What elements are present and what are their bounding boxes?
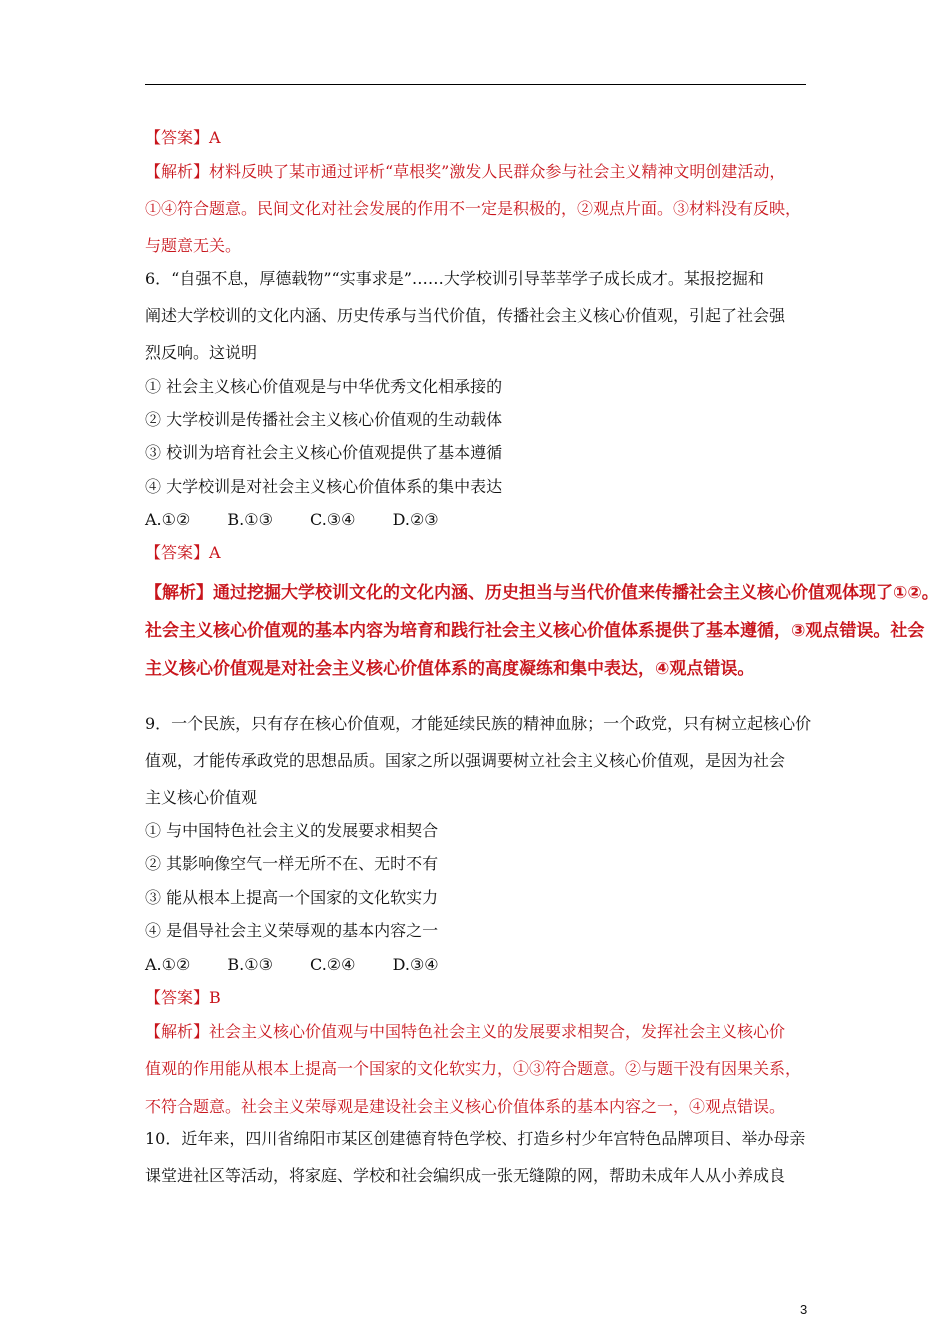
q10-stem-line-2: 课堂进社区等活动，将家庭、学校和社会编织成一张无缝隙的网，帮助未成年人从小养成良 xyxy=(145,1166,786,1185)
q9-option-1: ① 与中国特色社会主义的发展要求相契合 xyxy=(145,821,439,840)
q6-choice-c: C.③④ xyxy=(310,510,356,529)
q5-analysis-line-2: ①④符合题意。民间文化对社会发展的作用不一定是积极的，②观点片面。③材料没有反映， xyxy=(145,199,802,218)
q6-choice-d: D.②③ xyxy=(392,510,439,529)
q6-stem-line-2: 阐述大学校训的文化内涵、历史传承与当代价值，传播社会主义核心价值观，引起了社会强 xyxy=(145,306,786,325)
q6-stem-line-1: 6．“自强不息，厚德载物”“实事求是”……大学校训引导莘莘学子成长成才。某报挖掘和 xyxy=(145,269,764,288)
q9-analysis-line-2: 值观的作用能从根本上提高一个国家的文化软实力，①③符合题意。②与题干没有因果关系， xyxy=(145,1059,802,1078)
q6-analysis-line-3: 主义核心价值观是对社会主义核心价值体系的高度凝练和集中表达，④观点错误。 xyxy=(145,659,755,679)
q6-option-2: ② 大学校训是传播社会主义核心价值观的生动载体 xyxy=(145,410,503,429)
q6-option-4: ④ 大学校训是对社会主义核心价值体系的集中表达 xyxy=(145,477,503,496)
q9-choice-c: C.②④ xyxy=(310,955,356,974)
q6-analysis-line-1: 【解析】通过挖掘大学校训文化的文化内涵、历史担当与当代价值来传播社会主义核心价值观体现了①②。 xyxy=(145,583,939,603)
q9-choice-b: B.①③ xyxy=(227,955,273,974)
header-rule xyxy=(145,84,806,85)
q9-option-3: ③ 能从根本上提高一个国家的文化软实力 xyxy=(145,888,439,907)
q6-analysis-line-2: 社会主义核心价值观的基本内容为培育和践行社会主义核心价值体系提供了基本遵循，③观点错误。社会 xyxy=(145,621,925,641)
q10-stem-line-1: 10．近年来，四川省绵阳市某区创建德育特色学校、打造乡村少年宫特色品牌项目、举办母亲 xyxy=(145,1129,806,1148)
q9-stem-line-3: 主义核心价值观 xyxy=(145,788,258,807)
q6-choices xyxy=(145,510,439,530)
q9-choice-a: A.①② xyxy=(145,955,191,974)
q9-answer: 【答案】B xyxy=(145,988,221,1007)
q9-analysis-line-1: 【解析】社会主义核心价值观与中国特色社会主义的发展要求相契合，发挥社会主义核心价 xyxy=(145,1022,786,1041)
q9-stem-line-2: 值观，才能传承政党的思想品质。国家之所以强调要树立社会主义核心价值观，是因为社会 xyxy=(145,751,786,770)
q6-answer: 【答案】A xyxy=(145,543,221,562)
q9-option-4: ④ 是倡导社会主义荣辱观的基本内容之一 xyxy=(145,921,439,940)
q6-choice-b: B.①③ xyxy=(227,510,273,529)
q5-analysis-line-1: 【解析】材料反映了某市通过评析“草根奖”激发人民群众参与社会主义精神文明创建活动， xyxy=(145,162,786,181)
q9-choices xyxy=(145,955,439,975)
q9-choice-d: D.③④ xyxy=(392,955,439,974)
q9-stem-line-1: 9．一个民族，只有存在核心价值观，才能延续民族的精神血脉；一个政党，只有树立起核心价 xyxy=(145,714,812,733)
q6-option-1: ① 社会主义核心价值观是与中华优秀文化相承接的 xyxy=(145,377,503,396)
page-number: 3 xyxy=(800,1302,808,1317)
q9-analysis-line-3: 不符合题意。社会主义荣辱观是建设社会主义核心价值体系的基本内容之一，④观点错误。 xyxy=(145,1097,786,1116)
q9-option-2: ② 其影响像空气一样无所不在、无时不有 xyxy=(145,854,439,873)
q5-analysis-line-3: 与题意无关。 xyxy=(145,236,242,255)
q5-answer: 【答案】A xyxy=(145,128,221,147)
q6-option-3: ③ 校训为培育社会主义核心价值观提供了基本遵循 xyxy=(145,443,503,462)
q6-choice-a: A.①② xyxy=(145,510,191,529)
q6-stem-line-3: 烈反响。这说明 xyxy=(145,343,258,362)
